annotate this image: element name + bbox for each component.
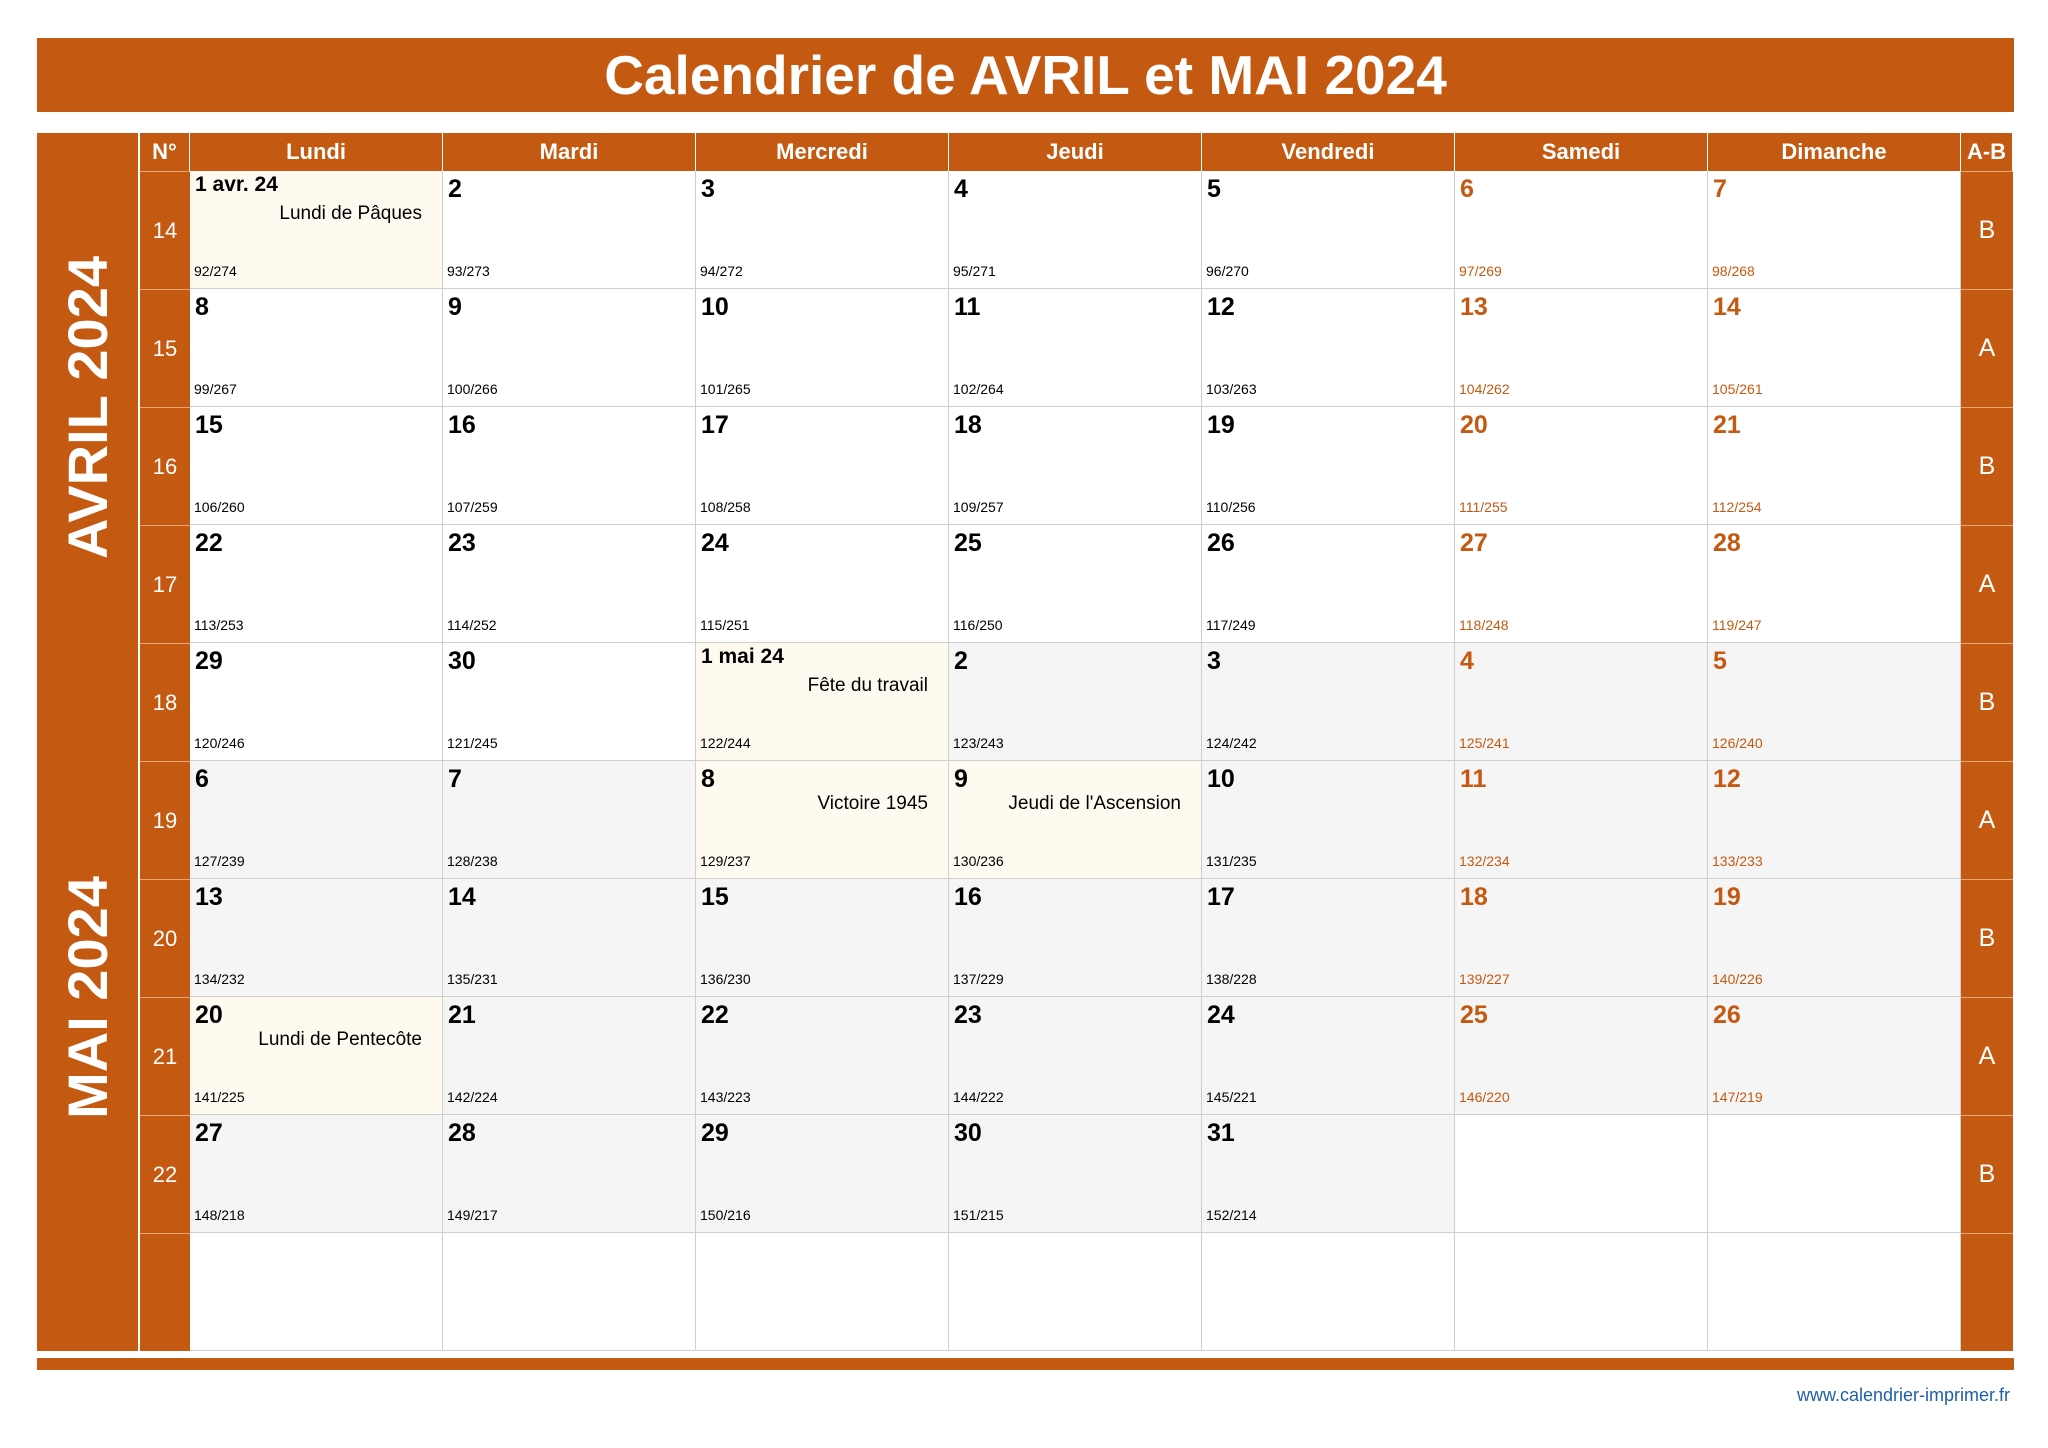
bottom-bar (37, 1358, 2014, 1370)
header-day-3: Mercredi (696, 133, 949, 171)
day-count: 116/250 (953, 617, 1003, 633)
day-count: 107/259 (447, 499, 498, 515)
day-cell[interactable] (190, 289, 443, 407)
day-cell[interactable] (1708, 879, 1961, 997)
day-number: 14 (448, 883, 476, 911)
day-number: 11 (954, 293, 981, 321)
day-cell[interactable] (190, 171, 443, 289)
day-count: 135/231 (447, 971, 498, 987)
day-number: 9 (448, 293, 462, 321)
day-count: 119/247 (1712, 617, 1762, 633)
header-day-4: Jeudi (949, 133, 1202, 171)
day-number: 15 (701, 883, 729, 911)
day-number: 27 (195, 1119, 223, 1147)
day-cell[interactable] (949, 997, 1202, 1115)
day-number: 21 (448, 1001, 476, 1029)
day-number: 8 (701, 765, 715, 793)
day-cell (1708, 1115, 1961, 1233)
day-cell (1455, 1233, 1708, 1351)
week-number: 21 (140, 997, 190, 1115)
day-cell[interactable] (1708, 761, 1961, 879)
day-cell[interactable] (1708, 997, 1961, 1115)
day-count: 142/224 (447, 1089, 498, 1105)
holiday-label: Victoire 1945 (817, 793, 928, 814)
day-number: 22 (701, 1001, 729, 1029)
header-week-number: N° (140, 133, 190, 171)
day-cell[interactable] (443, 879, 696, 997)
day-count: 148/218 (194, 1207, 245, 1223)
day-count: 134/232 (194, 971, 245, 987)
week-number: 17 (140, 525, 190, 643)
day-cell[interactable] (696, 407, 949, 525)
header-corner (37, 133, 140, 171)
day-cell[interactable] (949, 289, 1202, 407)
day-cell[interactable] (949, 879, 1202, 997)
day-number: 1 mai 24 (701, 645, 784, 668)
week-number (140, 1233, 190, 1351)
day-count: 102/264 (953, 381, 1004, 397)
day-count: 92/274 (194, 263, 237, 279)
day-cell[interactable] (190, 879, 443, 997)
day-cell[interactable] (696, 761, 949, 879)
day-number: 7 (448, 765, 462, 793)
day-number: 2 (448, 175, 462, 203)
day-count: 114/252 (447, 617, 497, 633)
day-count: 150/216 (700, 1207, 751, 1223)
day-count: 106/260 (194, 499, 245, 515)
day-count: 146/220 (1459, 1089, 1510, 1105)
day-count: 140/226 (1712, 971, 1763, 987)
day-cell[interactable] (190, 1115, 443, 1233)
day-number: 26 (1713, 1001, 1741, 1029)
day-number: 8 (195, 293, 209, 321)
day-number: 27 (1460, 529, 1488, 557)
day-cell[interactable] (443, 997, 696, 1115)
day-count: 143/223 (700, 1089, 751, 1105)
day-number: 9 (954, 765, 968, 793)
day-cell[interactable] (949, 407, 1202, 525)
day-number: 28 (1713, 529, 1741, 557)
day-number: 26 (1207, 529, 1235, 557)
day-count: 105/261 (1712, 381, 1763, 397)
day-cell[interactable] (1202, 879, 1455, 997)
day-cell[interactable] (696, 879, 949, 997)
day-count: 144/222 (953, 1089, 1004, 1105)
day-number: 10 (701, 293, 729, 321)
day-cell (1202, 1233, 1455, 1351)
day-number: 4 (1460, 647, 1474, 675)
day-count: 110/256 (1206, 499, 1256, 515)
day-count: 100/266 (447, 381, 498, 397)
day-count: 115/251 (700, 617, 750, 633)
holiday-label: Fête du travail (807, 675, 928, 696)
week-ab: A (1961, 289, 2013, 407)
day-cell[interactable] (1455, 643, 1708, 761)
day-cell[interactable] (1202, 289, 1455, 407)
week-ab: B (1961, 171, 2013, 289)
day-number: 19 (1713, 883, 1741, 911)
day-number: 28 (448, 1119, 476, 1147)
day-number: 6 (195, 765, 209, 793)
week-ab: B (1961, 643, 2013, 761)
week-number: 22 (140, 1115, 190, 1233)
day-count: 124/242 (1206, 735, 1257, 751)
holiday-label: Jeudi de l'Ascension (1008, 793, 1181, 814)
day-number: 4 (954, 175, 968, 203)
day-cell[interactable] (1455, 997, 1708, 1115)
day-cell (949, 1233, 1202, 1351)
holiday-label: Lundi de Pâques (279, 203, 422, 224)
day-count: 131/235 (1206, 853, 1257, 869)
week-ab (1961, 1233, 2013, 1351)
day-number: 17 (701, 411, 729, 439)
day-cell[interactable] (443, 525, 696, 643)
day-cell (443, 1233, 696, 1351)
day-cell[interactable] (1708, 525, 1961, 643)
header-day-2: Mardi (443, 133, 696, 171)
day-cell[interactable] (1708, 643, 1961, 761)
day-count: 109/257 (953, 499, 1004, 515)
day-number: 6 (1460, 175, 1474, 203)
day-count: 128/238 (447, 853, 498, 869)
day-count: 96/270 (1206, 263, 1249, 279)
day-cell[interactable] (443, 643, 696, 761)
footer-url[interactable]: www.calendrier-imprimer.fr (1796, 1385, 2010, 1405)
day-cell[interactable] (1455, 407, 1708, 525)
day-cell[interactable] (1708, 407, 1961, 525)
day-cell[interactable] (696, 289, 949, 407)
day-cell[interactable] (443, 407, 696, 525)
day-cell[interactable] (696, 997, 949, 1115)
day-number: 22 (195, 529, 223, 557)
day-count: 121/245 (447, 735, 498, 751)
header-day-5: Vendredi (1202, 133, 1455, 171)
day-number: 31 (1207, 1119, 1235, 1147)
day-number: 11 (1460, 765, 1487, 793)
day-cell[interactable] (1455, 525, 1708, 643)
day-number: 18 (954, 411, 982, 439)
day-cell[interactable] (696, 1115, 949, 1233)
day-count: 118/248 (1459, 617, 1509, 633)
day-number: 3 (701, 175, 715, 203)
day-count: 149/217 (447, 1207, 498, 1223)
day-count: 129/237 (700, 853, 751, 869)
day-count: 145/221 (1206, 1089, 1257, 1105)
day-count: 108/258 (700, 499, 751, 515)
day-number: 5 (1713, 647, 1727, 675)
day-count: 98/268 (1712, 263, 1755, 279)
month-label (37, 643, 140, 1351)
day-count: 113/253 (194, 617, 244, 633)
day-cell[interactable] (190, 407, 443, 525)
day-count: 103/263 (1206, 381, 1257, 397)
day-count: 93/273 (447, 263, 490, 279)
holiday-label: Lundi de Pentecôte (258, 1029, 422, 1050)
day-cell[interactable] (696, 643, 949, 761)
day-cell[interactable] (1202, 525, 1455, 643)
week-number: 19 (140, 761, 190, 879)
day-number: 21 (1713, 411, 1741, 439)
day-number: 13 (195, 883, 223, 911)
day-cell[interactable] (1202, 171, 1455, 289)
day-number: 23 (448, 529, 476, 557)
week-ab: B (1961, 1115, 2013, 1233)
day-cell[interactable] (949, 525, 1202, 643)
day-count: 125/241 (1459, 735, 1510, 751)
day-cell[interactable] (949, 643, 1202, 761)
header-day-7: Dimanche (1708, 133, 1961, 171)
day-number: 14 (1713, 293, 1741, 321)
week-ab: B (1961, 879, 2013, 997)
day-cell[interactable] (443, 289, 696, 407)
day-cell[interactable] (190, 761, 443, 879)
day-cell[interactable] (1202, 407, 1455, 525)
day-count: 117/249 (1206, 617, 1256, 633)
day-count: 101/265 (700, 381, 751, 397)
day-number: 29 (195, 647, 223, 675)
day-count: 137/229 (953, 971, 1004, 987)
day-cell[interactable] (190, 997, 443, 1115)
day-cell[interactable] (1455, 171, 1708, 289)
day-number: 23 (954, 1001, 982, 1029)
week-number: 16 (140, 407, 190, 525)
day-cell[interactable] (696, 171, 949, 289)
day-cell[interactable] (1455, 761, 1708, 879)
day-number: 13 (1460, 293, 1488, 321)
day-cell[interactable] (1708, 171, 1961, 289)
calendar (37, 133, 2014, 1370)
day-cell (190, 1233, 443, 1351)
week-number: 18 (140, 643, 190, 761)
day-cell (1455, 1115, 1708, 1233)
day-count: 99/267 (194, 381, 237, 397)
day-number: 15 (195, 411, 223, 439)
day-cell[interactable] (949, 171, 1202, 289)
day-number: 19 (1207, 411, 1235, 439)
day-count: 95/271 (953, 263, 996, 279)
day-count: 133/233 (1712, 853, 1763, 869)
day-number: 18 (1460, 883, 1488, 911)
day-number: 12 (1207, 293, 1235, 321)
week-number: 14 (140, 171, 190, 289)
day-number: 20 (1460, 411, 1488, 439)
week-ab: B (1961, 407, 2013, 525)
page-title: Calendrier de AVRIL et MAI 2024 (37, 38, 2014, 112)
day-number: 10 (1207, 765, 1235, 793)
day-cell (1708, 1233, 1961, 1351)
week-number: 15 (140, 289, 190, 407)
day-count: 122/244 (700, 735, 751, 751)
day-cell[interactable] (1202, 643, 1455, 761)
day-number: 24 (1207, 1001, 1235, 1029)
day-number: 12 (1713, 765, 1741, 793)
day-cell[interactable] (443, 761, 696, 879)
day-number: 20 (195, 1001, 223, 1029)
day-count: 136/230 (700, 971, 751, 987)
day-count: 130/236 (953, 853, 1004, 869)
day-cell[interactable] (949, 761, 1202, 879)
day-count: 112/254 (1712, 499, 1762, 515)
day-count: 132/234 (1459, 853, 1510, 869)
day-number: 29 (701, 1119, 729, 1147)
header-day-6: Samedi (1455, 133, 1708, 171)
day-count: 138/228 (1206, 971, 1257, 987)
day-cell[interactable] (1202, 761, 1455, 879)
day-count: 104/262 (1459, 381, 1510, 397)
day-number: 1 avr. 24 (195, 173, 278, 196)
month-label-text: MAI 2024 (56, 875, 120, 1119)
week-ab: A (1961, 761, 2013, 879)
day-number: 16 (954, 883, 982, 911)
day-count: 120/246 (194, 735, 245, 751)
day-cell[interactable] (1455, 879, 1708, 997)
day-cell[interactable] (443, 171, 696, 289)
day-count: 123/243 (953, 735, 1004, 751)
day-cell[interactable] (696, 525, 949, 643)
day-number: 5 (1207, 175, 1221, 203)
day-count: 127/239 (194, 853, 245, 869)
day-number: 7 (1713, 175, 1727, 203)
day-count: 141/225 (194, 1089, 245, 1105)
day-count: 97/269 (1459, 263, 1502, 279)
day-count: 151/215 (953, 1207, 1004, 1223)
day-number: 2 (954, 647, 968, 675)
day-number: 30 (954, 1119, 982, 1147)
day-number: 17 (1207, 883, 1235, 911)
header-day-1: Lundi (190, 133, 443, 171)
day-number: 3 (1207, 647, 1221, 675)
day-cell[interactable] (1202, 997, 1455, 1115)
month-label (37, 171, 140, 643)
day-number: 30 (448, 647, 476, 675)
day-cell[interactable] (190, 643, 443, 761)
month-label-text: AVRIL 2024 (56, 255, 119, 559)
calendar-grid (37, 133, 2014, 1355)
day-cell[interactable] (949, 1115, 1202, 1233)
day-count: 152/214 (1206, 1207, 1257, 1223)
day-number: 24 (701, 529, 729, 557)
day-count: 94/272 (700, 263, 743, 279)
day-cell (696, 1233, 949, 1351)
day-number: 25 (954, 529, 982, 557)
header-ab: A-B (1961, 133, 2013, 171)
day-count: 126/240 (1712, 735, 1763, 751)
week-ab: A (1961, 525, 2013, 643)
day-cell[interactable] (1708, 289, 1961, 407)
day-number: 25 (1460, 1001, 1488, 1029)
day-number: 16 (448, 411, 476, 439)
day-count: 111/255 (1459, 499, 1508, 515)
day-count: 147/219 (1712, 1089, 1763, 1105)
day-cell[interactable] (1455, 289, 1708, 407)
day-cell[interactable] (190, 525, 443, 643)
day-cell[interactable] (1202, 1115, 1455, 1233)
day-cell[interactable] (443, 1115, 696, 1233)
day-count: 139/227 (1459, 971, 1510, 987)
week-ab: A (1961, 997, 2013, 1115)
week-number: 20 (140, 879, 190, 997)
